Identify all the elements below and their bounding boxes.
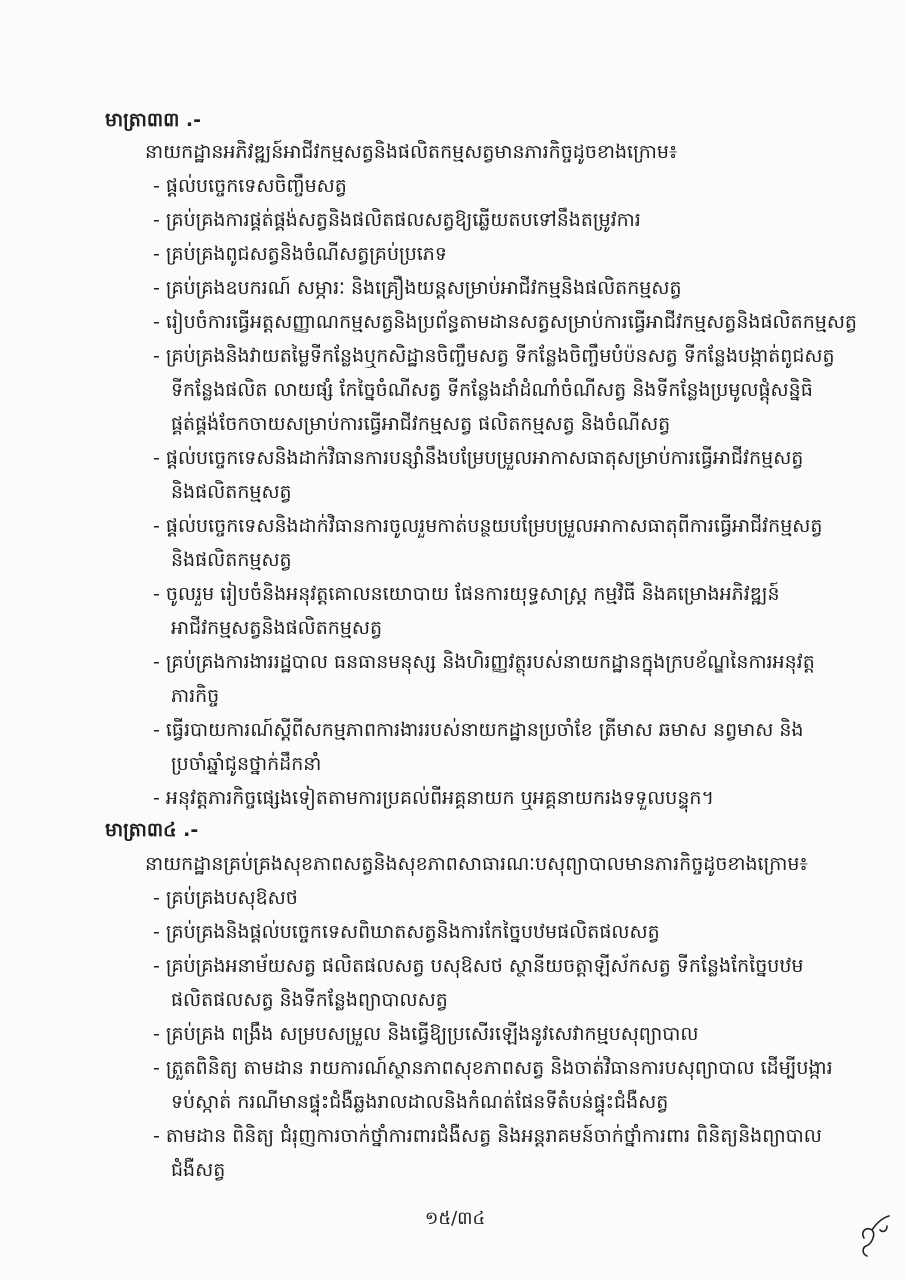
article-33-line-continuation: ផ្គត់ផ្គង់ចែកចាយសម្រាប់ការធ្វើអាជីវកម្មសត្វ ផលិតកម្មសត្វ និងចំណីសត្វ bbox=[171, 413, 671, 435]
article-33-line: - ផ្តល់បច្ចេកទេសនិងដាក់វិធានការបន្សាំនឹងបម្រែបម្រួលអាកាសធាតុសម្រាប់ការធ្វើអាជីវកម្មសត្វ bbox=[153, 447, 804, 469]
article-33-line: - រៀបចំការធ្វើអត្តសញ្ញាណកម្មសត្វនិងប្រព័ន្ធតាមដានសត្វសម្រាប់ការធ្វើអាជីវកម្មសត្វនិងផលិតកម្មសត្វ bbox=[153, 311, 857, 333]
article-34-intro: នាយកដ្ឋានគ្រប់គ្រងសុខភាពសត្វនិងសុខភាពសាធារណៈបសុព្យាបាលមានភារកិច្ចដូចខាងក្រោម៖ bbox=[145, 853, 808, 875]
article-33-line: - គ្រប់គ្រងនិងវាយតម្លៃទីកន្លែងឬកសិដ្ឋានចិញ្ចឹមសត្វ ទីកន្លែងចិញ្ចឹមបំប៉នសត្វ ទីកន្លែងបង្កាត់ពូជសត្វ bbox=[153, 345, 835, 367]
article-33-line: - គ្រប់គ្រងឧបករណ៍ សម្ភារៈ និងគ្រឿងយន្តសម្រាប់អាជីវកម្មនិងផលិតកម្មសត្វ bbox=[153, 277, 682, 299]
article-34-line-continuation: ជំងឺសត្វ bbox=[171, 1159, 226, 1181]
article-33-line: - ផ្តល់បច្ចេកទេសនិងដាក់វិធានការចូលរួមកាត់បន្ថយបម្រែបម្រួលអាកាសធាតុពីការធ្វើអាជីវកម្មសត្វ bbox=[153, 515, 823, 537]
article-34-line: - តាមដាន ពិនិត្យ ជំរុញការចាក់ថ្នាំការពារជំងឺសត្វ និងអន្តរាគមន៍ចាក់ថ្នាំការពារ ពិនិត្យនិងព្យាបាល bbox=[153, 1125, 822, 1147]
article-33-line-continuation: និងផលិតកម្មសត្វ bbox=[171, 549, 292, 571]
article-33-heading: មាត្រា៣៣ .- bbox=[105, 109, 202, 131]
article-33-line-continuation: ភារកិច្ច bbox=[171, 685, 220, 707]
article-34-line-continuation: ទប់ស្កាត់ ករណីមានផ្ទុះជំងឺឆ្លងរាលដាលនិងកំណត់ផែនទីតំបន់ផ្ទុះជំងឺសត្វ bbox=[171, 1091, 669, 1113]
article-33-line-continuation: ទីកន្លែងផលិត លាយផ្សំ កែច្នៃចំណីសត្វ ទីកន្លែងដាំដំណាំចំណីសត្វ និងទីកន្លែងប្រមូលផ្តុំសន្និធិ bbox=[171, 379, 813, 401]
article-33-line-continuation: និងផលិតកម្មសត្វ bbox=[171, 481, 292, 503]
article-33-line-continuation: ប្រចាំឆ្នាំជូនថ្នាក់ដឹកនាំ bbox=[171, 753, 322, 775]
article-33-line: - ចូលរួម រៀបចំនិងអនុវត្តគោលនយោបាយ ផែនការយុទ្ធសាស្ត្រ កម្មវិធី និងគម្រោងអភិវឌ្ឍន៍ bbox=[153, 583, 780, 605]
article-34-line: - គ្រប់គ្រងបសុឱសថ bbox=[153, 887, 298, 909]
article-33-line: - អនុវត្តភារកិច្ចផ្សេងទៀតតាមការប្រគល់ពីអគ្គនាយក ឬអគ្គនាយករងទទួលបន្ទុក។ bbox=[153, 787, 715, 809]
article-34-line: - គ្រប់គ្រងនិងផ្តល់បច្ចេកទេសពិឃាតសត្វនិងការកែច្នៃបឋមផលិតផលសត្វ bbox=[153, 921, 660, 943]
article-34-line: - គ្រប់គ្រងអនាម័យសត្វ ផលិតផលសត្វ បសុឱសថ ស្ថានីយចត្តាឡីស័កសត្វ ទីកន្លែងកែច្នៃបឋម bbox=[153, 955, 804, 977]
article-33-line: - គ្រប់គ្រងពូជសត្វនិងចំណីសត្វគ្រប់ប្រភេទ bbox=[153, 243, 447, 265]
article-34-heading: មាត្រា៣៤ .- bbox=[105, 819, 199, 841]
article-33-line: - ធ្វើរបាយការណ៍ស្តីពីសកម្មភាពការងាររបស់នាយកដ្ឋានប្រចាំខែ ត្រីមាស ឆមាស នព្វមាស និង bbox=[153, 719, 804, 741]
article-33-intro: នាយកដ្ឋានអភិវឌ្ឍន៍អាជីវកម្មសត្វនិងផលិតកម្មសត្វមានភារកិច្ចដូចខាងក្រោម៖ bbox=[145, 141, 678, 163]
handwritten-initials bbox=[856, 1210, 896, 1260]
article-34-line: - ត្រួតពិនិត្យ តាមដាន រាយការណ៍ស្ថានភាពសុខភាពសត្វ និងចាត់វិធានការបសុព្យាបាល ដើម្បីបង្ការ bbox=[153, 1057, 833, 1079]
article-34-line-continuation: ផលិតផលសត្វ និងទីកន្លែងព្យាបាលសត្វ bbox=[171, 989, 448, 1011]
article-33-line: - ផ្តល់បច្ចេកទេសចិញ្ចឹមសត្វ bbox=[153, 175, 347, 197]
article-33-line: - គ្រប់គ្រងការផ្គត់ផ្គង់សត្វនិងផលិតផលសត្វឱ្យឆ្លើយតបទៅនឹងតម្រូវការ bbox=[153, 209, 641, 231]
article-34-line: - គ្រប់គ្រង ពង្រឹង សម្របសម្រួល និងធ្វើឱ្យប្រសើរឡើងនូវសេវាកម្មបសុព្យាបាល bbox=[153, 1023, 699, 1045]
page-number: ១៥/៣៤ bbox=[424, 1208, 486, 1229]
article-33-line: - គ្រប់គ្រងការងាររដ្ឋបាល ធនធានមនុស្ស និងហិរញ្ញវត្ថុរបស់នាយកដ្ឋានក្នុងក្របខ័ណ្ឌនៃការអនុវត្ត bbox=[153, 651, 815, 673]
article-33-line-continuation: អាជីវកម្មសត្វនិងផលិតកម្មសត្វ bbox=[171, 617, 383, 639]
